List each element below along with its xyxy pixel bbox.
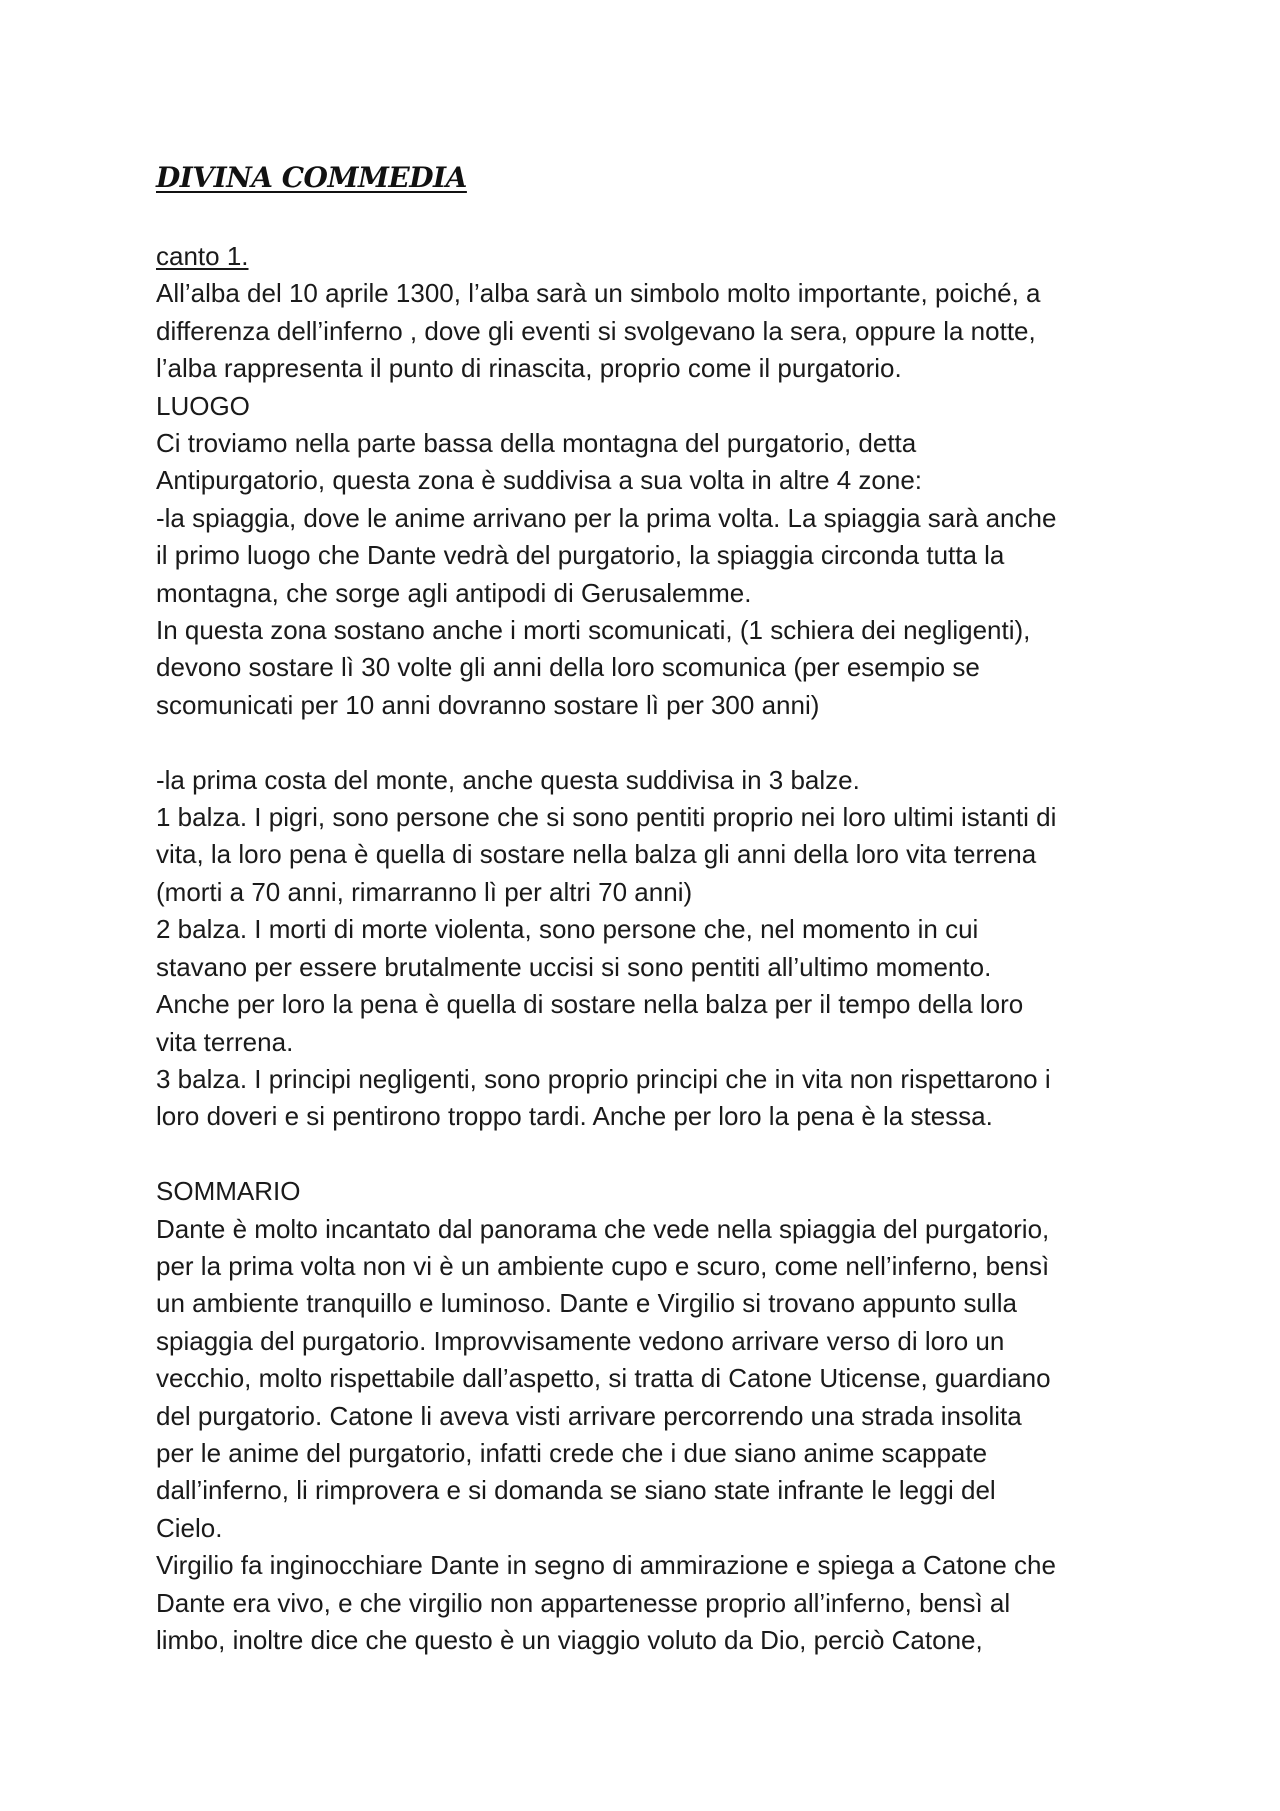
sommario-heading: SOMMARIO [156,1176,301,1207]
text-line: per la prima volta non vi è un ambiente cupo e scuro, come nell’inferno, bensì [156,1250,1050,1281]
text-line: Dante era vivo, e che virgilio non appartenesse proprio all’inferno, bensì al [156,1587,1011,1618]
text-line: Cielo. [156,1512,223,1543]
text-line: il primo luogo che Dante vedrà del purgatorio, la spiaggia circonda tutta la [156,540,1005,571]
text-line: Virgilio fa inginocchiare Dante in segno di ammirazione e spiega a Catone che [156,1550,1056,1581]
text-line: 2 balza. I morti di morte violenta, sono persone che, nel momento in cui [156,914,979,945]
intro-paragraph [156,275,1156,387]
text-line: dall’inferno, li rimprovera e si domanda se siano state infrante le leggi del [156,1475,996,1506]
costa-paragraph [156,762,1156,1136]
luogo-heading: LUOGO [156,390,250,421]
text-line: Antipurgatorio, questa zona è suddivisa a sua volta in altre 4 zone: [156,465,923,496]
text-line: l’alba rappresenta il punto di rinascita, proprio come il purgatorio. [156,353,902,384]
blank-line [156,724,1156,761]
text-line: vecchio, molto rispettabile dall’aspetto, si tratta di Catone Uticense, guardiano [156,1363,1051,1394]
text-line: devono sostare lì 30 volte gli anni della loro scomunica (per esempio se [156,652,980,683]
text-line: In questa zona sostano anche i morti scomunicati, (1 schiera dei negligenti), [156,615,1031,646]
text-line: vita terrena. [156,1026,294,1057]
text-line: All’alba del 10 aprile 1300, l’alba sarà un simbolo molto importante, poiché, a [156,278,1041,309]
text-line: scomunicati per 10 anni dovranno sostare lì per 300 anni) [156,689,820,720]
text-line: un ambiente tranquillo e luminoso. Dante e Virgilio si trovano appunto sulla [156,1288,1017,1319]
text-line: -la spiaggia, dove le anime arrivano per la prima volta. La spiaggia sarà anche [156,502,1057,533]
text-line: Anche per loro la pena è quella di sostare nella balza per il tempo della loro [156,989,1024,1020]
sommario-paragraph [156,1211,1156,1660]
canto-heading: canto 1. [156,241,249,271]
document-title: DIVINA COMMEDIA [156,161,467,194]
text-line: 3 balza. I principi negligenti, sono proprio principi che in vita non rispettarono i [156,1063,1051,1094]
text-line: per le anime del purgatorio, infatti crede che i due siano anime scappate [156,1437,988,1468]
text-line: stavano per essere brutalmente uccisi si sono pentiti all’ultimo momento. [156,951,992,982]
blank-line [156,1136,1156,1173]
text-line: Dante è molto incantato dal panorama che vede nella spiaggia del purgatorio, [156,1213,1050,1244]
text-line: -la prima costa del monte, anche questa suddivisa in 3 balze. [156,764,860,795]
text-line: del purgatorio. Catone li aveva visti arrivare percorrendo una strada insolita [156,1400,1022,1431]
document-body [156,158,1156,1659]
text-line: limbo, inoltre dice che questo è un viaggio voluto da Dio, perciò Catone, [156,1625,983,1655]
text-line: loro doveri e si pentirono troppo tardi. Anche per loro la pena è la stessa. [156,1101,993,1132]
luogo-paragraph [156,425,1156,724]
text-line: montagna, che sorge agli antipodi di Gerusalemme. [156,577,752,608]
text-line: (morti a 70 anni, rimarranno lì per altri 70 anni) [156,876,693,907]
text-line: 1 balza. I pigri, sono persone che si sono pentiti proprio nei loro ultimi istanti di [156,802,1057,833]
text-line: Ci troviamo nella parte bassa della montagna del purgatorio, detta [156,428,917,459]
text-line: spiaggia del purgatorio. Improvvisamente vedono arrivare verso di loro un [156,1325,1005,1356]
text-line: differenza dell’inferno , dove gli eventi si svolgevano la sera, oppure la notte, [156,315,1036,346]
text-line: vita, la loro pena è quella di sostare nella balza gli anni della loro vita terrena [156,839,1037,870]
